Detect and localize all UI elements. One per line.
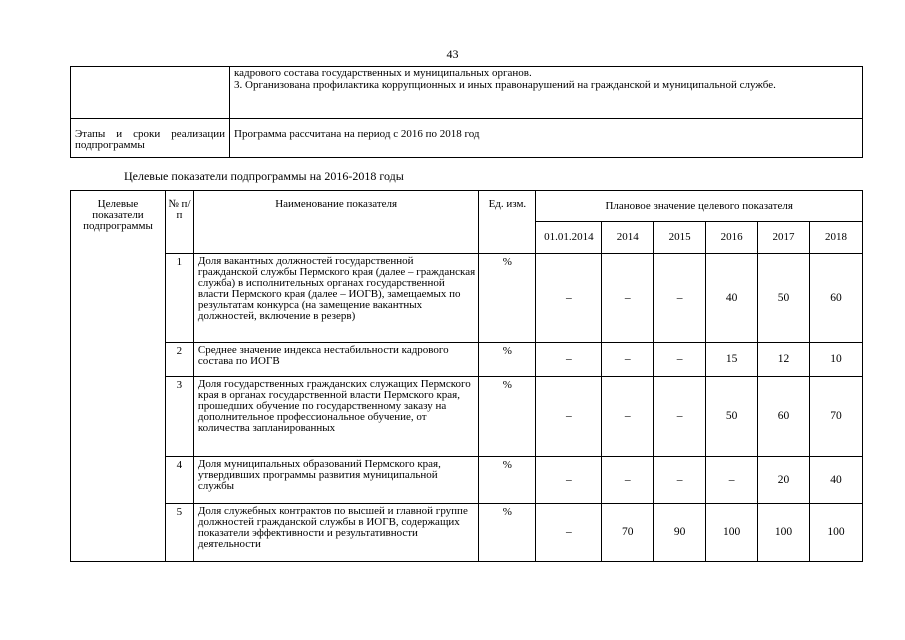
results-text-cell [230, 67, 863, 119]
header-year-4: 2017 [758, 222, 810, 254]
value-cell: 50 [706, 377, 758, 457]
header-row [71, 191, 863, 222]
value-cell: – [602, 377, 654, 457]
value-cell: 100 [706, 504, 758, 562]
value-cell: 90 [654, 504, 706, 562]
value-cell: 10 [809, 343, 862, 377]
target-indicators-table [70, 190, 863, 562]
header-year-0: 01.01.2014 [536, 222, 602, 254]
row-number: 1 [165, 254, 193, 343]
header-year-3: 2016 [706, 222, 758, 254]
header-year-2: 2015 [654, 222, 706, 254]
table-row [71, 377, 863, 457]
value-cell: – [654, 343, 706, 377]
stages-label: Этапы и сроки реализации подпрограммы [71, 119, 230, 158]
value-cell: – [602, 343, 654, 377]
value-cell: 100 [809, 504, 862, 562]
value-cell: 70 [602, 504, 654, 562]
page-number: 43 [446, 47, 459, 61]
stages-row [71, 119, 863, 158]
results-row [71, 67, 863, 119]
value-cell: 60 [809, 254, 862, 343]
value-cell: – [602, 457, 654, 504]
subprogram-passport-table [70, 66, 863, 158]
indicator-unit: % [479, 457, 536, 504]
indicator-name: Доля муниципальных образований Пермского края, утвердивших программы развития муниципальной службы [193, 457, 479, 504]
value-cell: 60 [758, 377, 810, 457]
results-line-1: кадрового состава государственных и муниципальных органов. [234, 67, 532, 79]
row-number: 5 [165, 504, 193, 562]
value-cell: 12 [758, 343, 810, 377]
value-cell: 15 [706, 343, 758, 377]
value-cell: 70 [809, 377, 862, 457]
indicator-unit: % [479, 377, 536, 457]
value-cell: 20 [758, 457, 810, 504]
value-cell: – [654, 457, 706, 504]
value-cell: – [654, 377, 706, 457]
row-number: 2 [165, 343, 193, 377]
indicator-unit: % [479, 254, 536, 343]
results-line-2: 3. Организована профилактика коррупционных и иных правонарушений на гражданской и муниципальной службе. [234, 79, 776, 91]
value-cell: 40 [706, 254, 758, 343]
value-cell: 100 [758, 504, 810, 562]
stages-text: Программа рассчитана на период с 2016 по 2018 год [230, 119, 863, 158]
value-cell: – [602, 254, 654, 343]
indicator-name: Среднее значение индекса нестабильности кадрового состава по ИОГВ [193, 343, 479, 377]
table-row [71, 343, 863, 377]
header-unit: Ед. изм. [479, 191, 536, 254]
value-cell: 40 [809, 457, 862, 504]
value-cell: – [536, 343, 602, 377]
table-row [71, 254, 863, 343]
header-planned: Плановое значение целевого показателя [536, 191, 863, 222]
header-number: № п/п [165, 191, 193, 254]
value-cell: – [536, 504, 602, 562]
header-name: Наименование показателя [193, 191, 479, 254]
value-cell: 50 [758, 254, 810, 343]
table-row [71, 504, 863, 562]
value-cell: – [536, 254, 602, 343]
header-year-5: 2018 [809, 222, 862, 254]
results-label-cell [71, 67, 230, 119]
indicators-caption: Целевые показатели подпрограммы на 2016-2018 годы [124, 169, 404, 183]
value-cell: – [706, 457, 758, 504]
indicator-unit: % [479, 504, 536, 562]
header-indicators: Целевые показатели подпрограммы [71, 191, 166, 562]
indicator-unit: % [479, 343, 536, 377]
indicator-name: Доля служебных контрактов по высшей и главной группе должностей гражданской службы в ИОГВ, содержащих показатели эффективности и результативности деятельности [193, 504, 479, 562]
indicator-name: Доля государственных гражданских служащих Пермского края в органах государственной власти Пермского края, прошедших обучение по государственному заказу на дополнительное профессиональное обучение, от количества запланированных [193, 377, 479, 457]
value-cell: – [536, 457, 602, 504]
value-cell: – [654, 254, 706, 343]
table-row [71, 457, 863, 504]
value-cell: – [536, 377, 602, 457]
row-number: 3 [165, 377, 193, 457]
indicator-name: Доля вакантных должностей государственной гражданской службы Пермского края (далее – гражданская служба) в исполнительных органах государственной власти Пермского края (далее – ИОГВ), замещаемых по результатам конкурса (на замещение вакантных должностей, включение в резерв) [193, 254, 479, 343]
row-number: 4 [165, 457, 193, 504]
header-year-1: 2014 [602, 222, 654, 254]
